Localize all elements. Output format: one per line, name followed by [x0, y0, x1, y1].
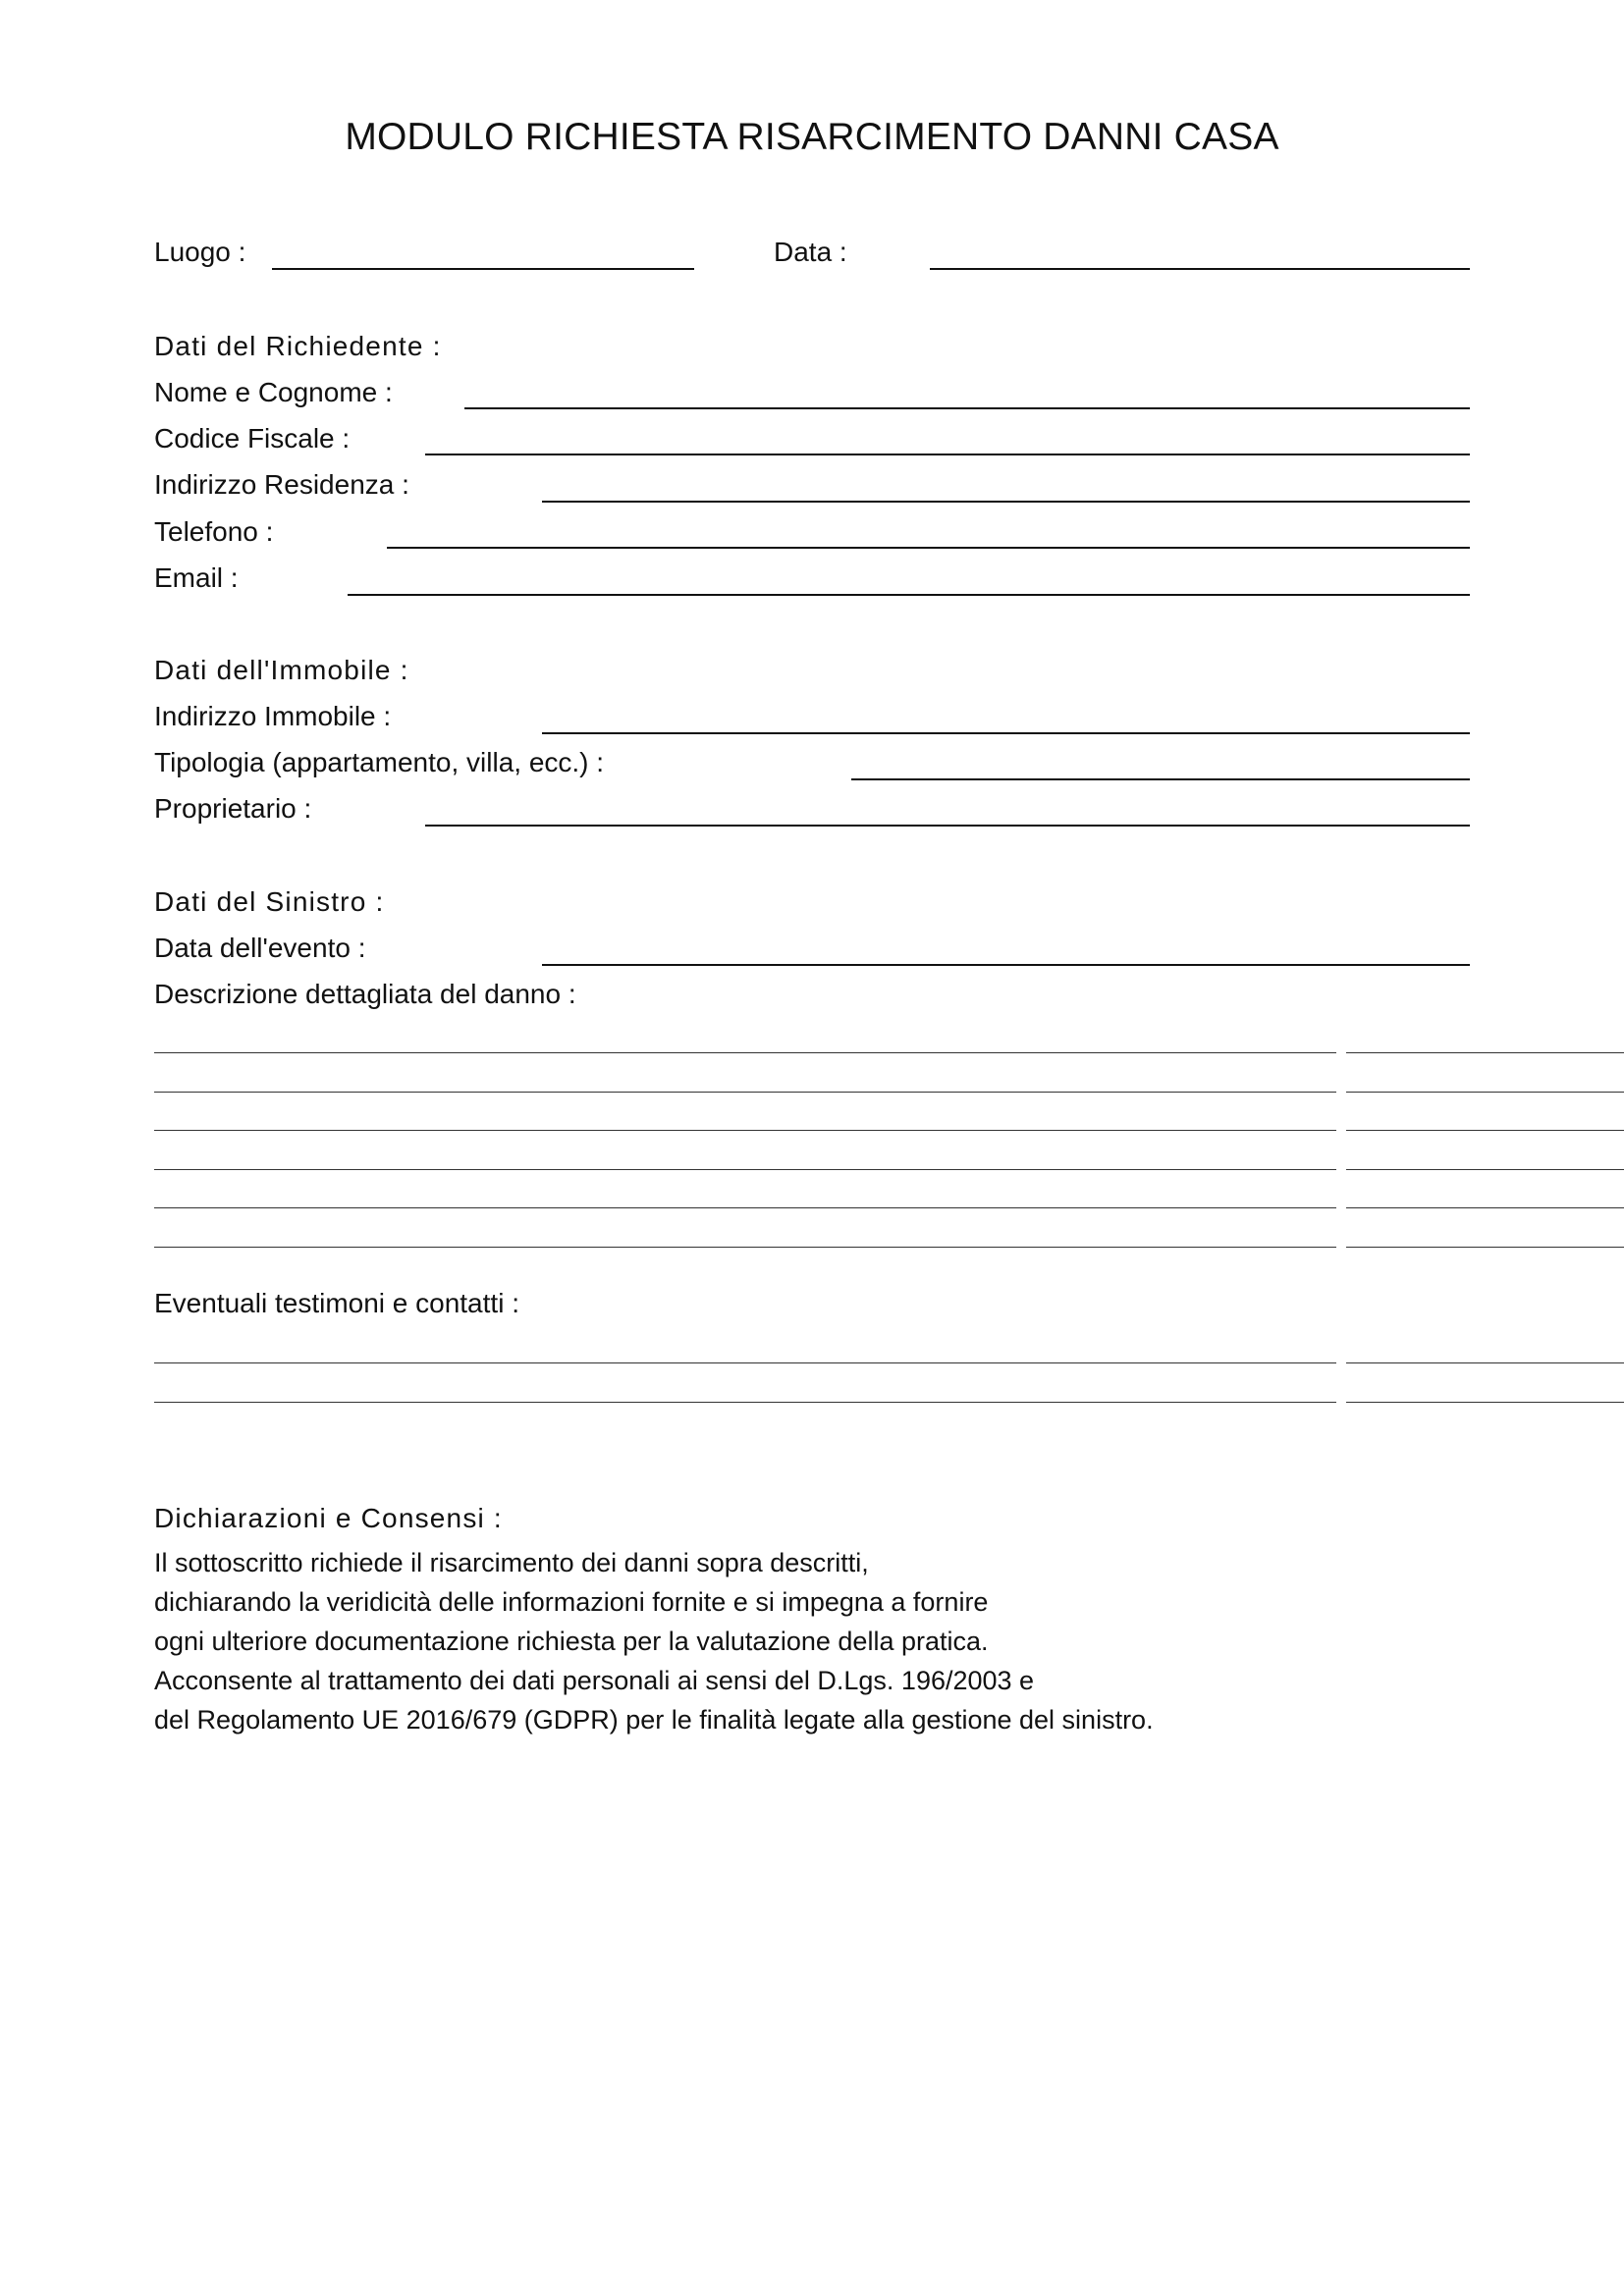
dichiarazioni-text: [154, 1543, 1154, 1739]
tipologia-label: Tipologia (appartamento, villa, ecc.) :: [154, 747, 605, 777]
testimoni-label: Eventuali testimoni e contatti :: [154, 1288, 519, 1318]
descrizione-line[interactable]: [154, 1169, 1336, 1170]
luogo-label: Luogo :: [154, 237, 246, 267]
richiedente-heading: Dati del Richiedente :: [154, 331, 442, 361]
dichiarazioni-line: Il sottoscritto richiede il risarcimento dei danni sopra descritti,: [154, 1548, 869, 1577]
descrizione-line[interactable]: [154, 1207, 1336, 1208]
descrizione-line-tail: [1346, 1052, 1624, 1053]
immobile-heading: Dati dell'Immobile :: [154, 655, 409, 685]
indirizzo-immobile-field[interactable]: [542, 732, 1470, 734]
nome-cognome-label: Nome e Cognome :: [154, 377, 393, 407]
data-evento-label: Data dell'evento :: [154, 933, 366, 963]
dichiarazioni-line: Acconsente al trattamento dei dati personali ai sensi del D.Lgs. 196/2003 e: [154, 1666, 1035, 1695]
descrizione-line[interactable]: [154, 1130, 1336, 1131]
email-label: Email :: [154, 562, 239, 593]
descrizione-line-tail: [1346, 1207, 1624, 1208]
indirizzo-immobile-label: Indirizzo Immobile :: [154, 701, 392, 731]
data-label: Data :: [774, 237, 847, 267]
luogo-field[interactable]: [272, 268, 694, 270]
proprietario-label: Proprietario :: [154, 793, 312, 824]
descrizione-line-tail: [1346, 1130, 1624, 1131]
telefono-field[interactable]: [387, 547, 1470, 549]
testimoni-line-tail: [1346, 1402, 1624, 1403]
indirizzo-residenza-field[interactable]: [542, 501, 1470, 503]
sinistro-heading: Dati del Sinistro :: [154, 886, 385, 917]
codice-fiscale-field[interactable]: [425, 454, 1470, 455]
telefono-label: Telefono :: [154, 516, 274, 547]
data-evento-field[interactable]: [542, 964, 1470, 966]
testimoni-line-tail: [1346, 1362, 1624, 1363]
data-field[interactable]: [930, 268, 1470, 270]
descrizione-line-tail: [1346, 1247, 1624, 1248]
indirizzo-residenza-label: Indirizzo Residenza :: [154, 469, 409, 500]
descrizione-line-tail: [1346, 1092, 1624, 1093]
codice-fiscale-label: Codice Fiscale :: [154, 423, 351, 454]
proprietario-field[interactable]: [425, 825, 1470, 827]
descrizione-line-tail: [1346, 1169, 1624, 1170]
descrizione-line[interactable]: [154, 1092, 1336, 1093]
nome-cognome-field[interactable]: [464, 407, 1470, 409]
descrizione-line[interactable]: [154, 1052, 1336, 1053]
testimoni-line[interactable]: [154, 1402, 1336, 1403]
dichiarazioni-line: del Regolamento UE 2016/679 (GDPR) per le finalità legate alla gestione del sinistro.: [154, 1705, 1154, 1735]
descrizione-label: Descrizione dettagliata del danno :: [154, 979, 576, 1009]
email-field[interactable]: [348, 594, 1470, 596]
document-title: MODULO RICHIESTA RISARCIMENTO DANNI CASA: [345, 116, 1279, 158]
dichiarazioni-heading: Dichiarazioni e Consensi :: [154, 1503, 503, 1533]
tipologia-field[interactable]: [851, 778, 1470, 780]
dichiarazioni-line: dichiarando la veridicità delle informazioni fornite e si impegna a fornire: [154, 1587, 989, 1617]
descrizione-line[interactable]: [154, 1247, 1336, 1248]
dichiarazioni-line: ogni ulteriore documentazione richiesta per la valutazione della pratica.: [154, 1627, 989, 1656]
testimoni-line[interactable]: [154, 1362, 1336, 1363]
